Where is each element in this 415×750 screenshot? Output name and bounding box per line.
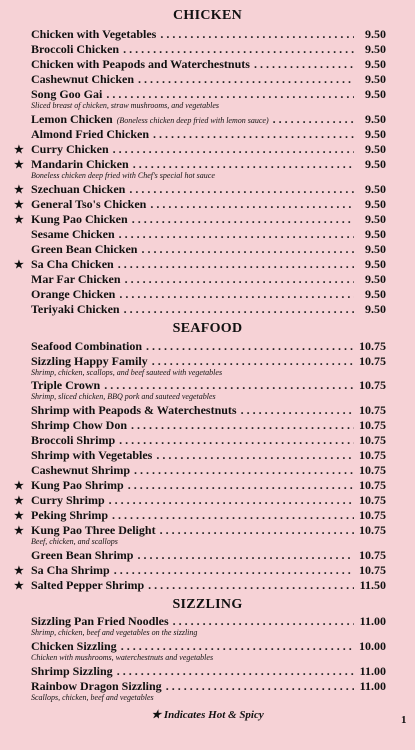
menu-item	[14, 548, 386, 562]
dot-leader	[137, 548, 354, 562]
hot-spicy-star-icon: ★	[14, 510, 24, 522]
menu-item	[14, 57, 386, 71]
menu-item	[14, 212, 386, 227]
item-price: 11.00	[359, 614, 386, 628]
item-price: 10.75	[359, 548, 386, 562]
hot-spicy-star-icon: ★	[14, 480, 24, 492]
item-name: Rainbow Dragon Sizzling	[31, 679, 162, 693]
hot-spicy-star-icon: ★	[14, 495, 24, 507]
item-price: 9.50	[365, 257, 386, 271]
hot-spicy-star-icon: ★	[14, 214, 24, 226]
menu-item	[14, 478, 386, 493]
item-name: Sizzling Pan Fried Noodles	[31, 614, 169, 628]
item-price: 11.00	[359, 664, 386, 678]
item-name: Seafood Combination	[31, 339, 143, 353]
item-price: 9.50	[365, 212, 386, 226]
item-note: (Boneless chicken deep fried with lemon sauce)	[116, 116, 269, 125]
menu-item	[14, 72, 386, 86]
item-price: 10.75	[359, 378, 386, 392]
item-price: 10.75	[359, 354, 386, 368]
item-name: Chicken with Peapods and Waterchestnuts	[31, 57, 250, 71]
item-price: 9.50	[365, 182, 386, 196]
item-name: Shrimp with Peapods & Waterchestnuts	[31, 403, 237, 417]
dot-leader	[112, 508, 354, 522]
item-description: Sliced breast of chicken, straw mushrooms, and vegetables	[31, 101, 220, 110]
item-price: 10.75	[359, 478, 386, 492]
dot-leader	[123, 42, 354, 56]
item-name: Salted Pepper Shrimp	[31, 578, 145, 592]
dot-leader	[119, 433, 354, 447]
item-name: Sa Cha Shrimp	[31, 563, 110, 577]
menu-item	[14, 354, 386, 368]
item-name: Curry Shrimp	[31, 493, 105, 507]
menu-item	[14, 112, 386, 128]
item-name: Chicken Sizzling	[31, 639, 117, 653]
menu-item	[14, 302, 386, 316]
item-name: Sa Cha Chicken	[31, 257, 114, 271]
menu-item	[14, 242, 386, 256]
menu-item	[14, 27, 386, 41]
dot-leader	[138, 72, 354, 86]
item-price: 9.50	[365, 42, 386, 56]
dot-leader	[114, 563, 354, 577]
page-number: 1	[401, 714, 407, 726]
item-name: Kung Pao Shrimp	[31, 478, 124, 492]
dot-leader	[160, 523, 354, 537]
item-name: Green Bean Chicken	[31, 242, 138, 256]
menu-item	[14, 508, 386, 523]
menu-item	[14, 664, 386, 678]
dot-leader	[166, 679, 354, 693]
menu-item	[14, 272, 386, 286]
menu-item	[14, 578, 386, 593]
menu-item	[14, 433, 386, 447]
item-price: 9.50	[365, 272, 386, 286]
item-name: Orange Chicken	[31, 287, 116, 301]
item-name: Green Bean Shrimp	[31, 548, 134, 562]
dot-leader	[125, 272, 354, 286]
dot-leader	[146, 339, 354, 353]
item-name: Triple Crown	[31, 378, 101, 392]
menu-item	[14, 493, 386, 508]
menu-item	[14, 378, 386, 392]
item-price: 10.75	[359, 463, 386, 477]
dot-leader	[118, 257, 354, 271]
dot-leader	[148, 578, 354, 592]
item-price: 10.75	[359, 418, 386, 432]
item-price: 10.75	[359, 563, 386, 577]
dot-leader	[133, 157, 354, 171]
item-price: 10.75	[359, 493, 386, 507]
item-name: Szechuan Chicken	[31, 182, 126, 196]
dot-leader	[109, 493, 354, 507]
item-name: Shrimp Chow Don	[31, 418, 128, 432]
dot-leader	[121, 639, 354, 653]
item-price: 9.50	[365, 157, 386, 171]
item-name: Broccoli Chicken	[31, 42, 120, 56]
item-price: 9.50	[365, 242, 386, 256]
item-name: Sesame Chicken	[31, 227, 115, 241]
hot-spicy-star-icon: ★	[14, 580, 24, 592]
item-price: 9.50	[365, 197, 386, 211]
menu-item	[14, 614, 386, 628]
dot-leader	[160, 27, 354, 41]
dot-leader	[153, 127, 354, 141]
menu-item	[14, 227, 386, 241]
item-price: 10.75	[359, 403, 386, 417]
item-price: 9.50	[365, 302, 386, 316]
menu-item	[14, 418, 386, 432]
item-price: 10.75	[359, 433, 386, 447]
item-price: 9.50	[365, 127, 386, 141]
menu-item	[14, 463, 386, 477]
menu-item	[14, 679, 386, 693]
dot-leader	[134, 463, 354, 477]
item-description: Chicken with mushrooms, waterchestnuts and vegetables	[31, 653, 214, 662]
item-name: Mar Far Chicken	[31, 272, 121, 286]
hot-spicy-star-icon: ★	[14, 565, 24, 577]
item-price: 10.75	[359, 339, 386, 353]
dot-leader	[132, 212, 354, 226]
dot-leader	[141, 242, 354, 256]
dot-leader	[128, 478, 354, 492]
menu-item	[14, 127, 386, 141]
item-name: Peking Shrimp	[31, 508, 109, 522]
dot-leader	[119, 227, 354, 241]
menu-item	[14, 257, 386, 272]
dot-leader	[117, 664, 354, 678]
item-price: 10.75	[359, 523, 386, 537]
item-name: Song Goo Gai	[31, 87, 103, 101]
item-price: 10.00	[359, 639, 386, 653]
dot-leader	[131, 418, 354, 432]
section-title-seafood: SEAFOOD	[172, 321, 243, 336]
item-name: General Tso's Chicken	[31, 197, 147, 211]
item-price: 9.50	[365, 287, 386, 301]
hot-spicy-star-icon: ★	[14, 159, 24, 171]
menu-item	[14, 523, 386, 538]
item-description: Shrimp, chicken, scallops, and beef sauteed with vegetables	[31, 368, 223, 377]
hot-spicy-legend	[0, 708, 415, 721]
dot-leader	[106, 87, 354, 101]
hot-spicy-star-icon: ★	[14, 199, 24, 211]
menu-item	[14, 197, 386, 212]
item-price: 9.50	[365, 57, 386, 71]
item-description: Beef, chicken, and scallops	[31, 537, 118, 546]
dot-leader	[113, 142, 354, 156]
menu-item	[14, 157, 386, 172]
dot-leader	[104, 378, 354, 392]
dot-leader	[129, 182, 354, 196]
item-name: Broccoli Shrimp	[31, 433, 116, 447]
item-price: 9.50	[365, 112, 386, 126]
item-name: Lemon Chicken	[31, 112, 113, 126]
item-name: Cashewnut Chicken	[31, 72, 135, 86]
hot-spicy-star-icon: ★	[14, 525, 24, 537]
menu-item	[14, 639, 386, 653]
dot-leader	[150, 197, 354, 211]
dot-leader	[173, 614, 354, 628]
item-price: 9.50	[365, 27, 386, 41]
item-description: Shrimp, sliced chicken, BBQ pork and sauteed vegetables	[31, 392, 216, 401]
dot-leader	[241, 403, 354, 417]
menu-item	[14, 87, 386, 101]
menu-item	[14, 403, 386, 417]
item-price: 10.75	[359, 508, 386, 522]
item-price: 9.50	[365, 142, 386, 156]
hot-spicy-star-icon: ★	[14, 184, 24, 196]
dot-leader	[152, 354, 354, 368]
item-price: 11.50	[359, 578, 386, 592]
item-price: 9.50	[365, 227, 386, 241]
item-name: Kung Pao Chicken	[31, 212, 128, 226]
menu-item	[14, 563, 386, 578]
item-name: Cashewnut Shrimp	[31, 463, 131, 477]
menu-item	[14, 287, 386, 301]
menu-item	[14, 142, 386, 157]
item-name: Shrimp with Vegetables	[31, 448, 153, 462]
item-name: Chicken with Vegetables	[31, 27, 157, 41]
menu-item	[14, 182, 386, 197]
legend-text: Indicates Hot & Spicy	[163, 709, 264, 721]
dot-leader	[124, 302, 354, 316]
item-name: Almond Fried Chicken	[31, 127, 150, 141]
item-price: 9.50	[365, 72, 386, 86]
dot-leader	[254, 57, 354, 71]
item-description: Scallops, chicken, beef and vegetables	[31, 693, 154, 702]
item-name: Teriyaki Chicken	[31, 302, 120, 316]
item-description: Shrimp, chicken, beef and vegetables on the sizzling	[31, 628, 198, 637]
item-name: Curry Chicken	[31, 142, 109, 156]
star-icon: ★	[151, 709, 162, 721]
menu-item	[14, 339, 386, 353]
item-name: Shrimp Sizzling	[31, 664, 113, 678]
item-name: Kung Pao Three Delight	[31, 523, 156, 537]
section-title-chicken: CHICKEN	[173, 8, 242, 23]
hot-spicy-star-icon: ★	[14, 144, 24, 156]
item-price: 10.75	[359, 448, 386, 462]
item-description: Boneless chicken deep fried with Chef's special hot sauce	[31, 171, 215, 180]
item-name: Mandarin Chicken	[31, 157, 129, 171]
dot-leader	[119, 287, 354, 301]
section-title-sizzling: SIZZLING	[172, 597, 243, 612]
menu-item	[14, 448, 386, 462]
dot-leader	[273, 112, 354, 126]
dot-leader	[156, 448, 354, 462]
item-price: 11.00	[359, 679, 386, 693]
menu-item	[14, 42, 386, 56]
item-name: Sizzling Happy Family	[31, 354, 148, 368]
hot-spicy-star-icon: ★	[14, 259, 24, 271]
item-price: 9.50	[365, 87, 386, 101]
